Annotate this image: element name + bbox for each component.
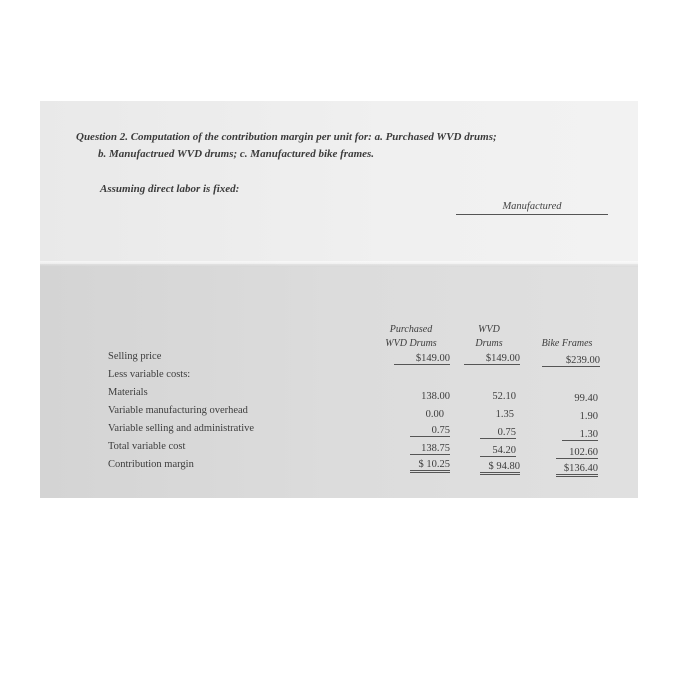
selling-price-bike: $239.00: [542, 355, 600, 367]
row-label-less-variable-costs: Less variable costs:: [108, 369, 191, 380]
question-line-2: b. Manufactrued WVD drums; c. Manufactured bike frames.: [98, 148, 375, 160]
contribution-margin-purchased: $ 10.25: [410, 459, 450, 473]
selling-admin-purchased: 0.75: [410, 425, 450, 437]
selling-price-wvd: $149.00: [464, 353, 520, 365]
document-photo: [40, 101, 638, 498]
question-line-1: Question 2. Computation of the contribution margin per unit for: a. Purchased WVD drums;: [76, 131, 497, 143]
row-label-materials: Materials: [108, 387, 148, 398]
selling-admin-bike: 1.30: [562, 429, 598, 441]
selling-price-purchased: $149.00: [394, 353, 450, 365]
materials-purchased: 138.00: [421, 391, 450, 402]
overhead-wvd: 1.35: [495, 409, 514, 420]
assumption-text: Assuming direct labor is fixed:: [100, 183, 240, 195]
question-title: [76, 129, 616, 163]
row-label-total-variable-cost: Total variable cost: [108, 441, 186, 452]
selling-admin-wvd: 0.75: [480, 427, 516, 439]
paper-fold-seam: [40, 261, 638, 267]
total-variable-purchased: 138.75: [410, 443, 450, 455]
total-variable-wvd: 54.20: [480, 445, 516, 457]
materials-bike: 99.40: [574, 393, 598, 404]
row-label-variable-selling-admin: Variable selling and administrative: [108, 423, 255, 434]
contribution-margin-wvd: $ 94.80: [480, 461, 520, 475]
row-label-contribution-margin: Contribution margin: [108, 459, 194, 470]
overhead-purchased: 0.00: [425, 409, 444, 420]
materials-wvd: 52.10: [492, 391, 516, 402]
row-label-selling-price: Selling price: [108, 351, 162, 362]
column-header-wvd-drums: WVD Drums: [475, 324, 503, 349]
manufactured-group-header: Manufactured: [456, 201, 608, 215]
overhead-bike: 1.90: [579, 411, 598, 422]
row-label-variable-manufacturing-overhead: Variable manufacturing overhead: [108, 405, 248, 416]
column-header-bike-frames: Bike Frames: [541, 338, 593, 349]
contribution-margin-bike: $136.40: [556, 463, 598, 477]
total-variable-bike: 102.60: [556, 447, 598, 459]
column-header-purchased-wvd-drums: Purchased WVD Drums: [385, 324, 437, 349]
